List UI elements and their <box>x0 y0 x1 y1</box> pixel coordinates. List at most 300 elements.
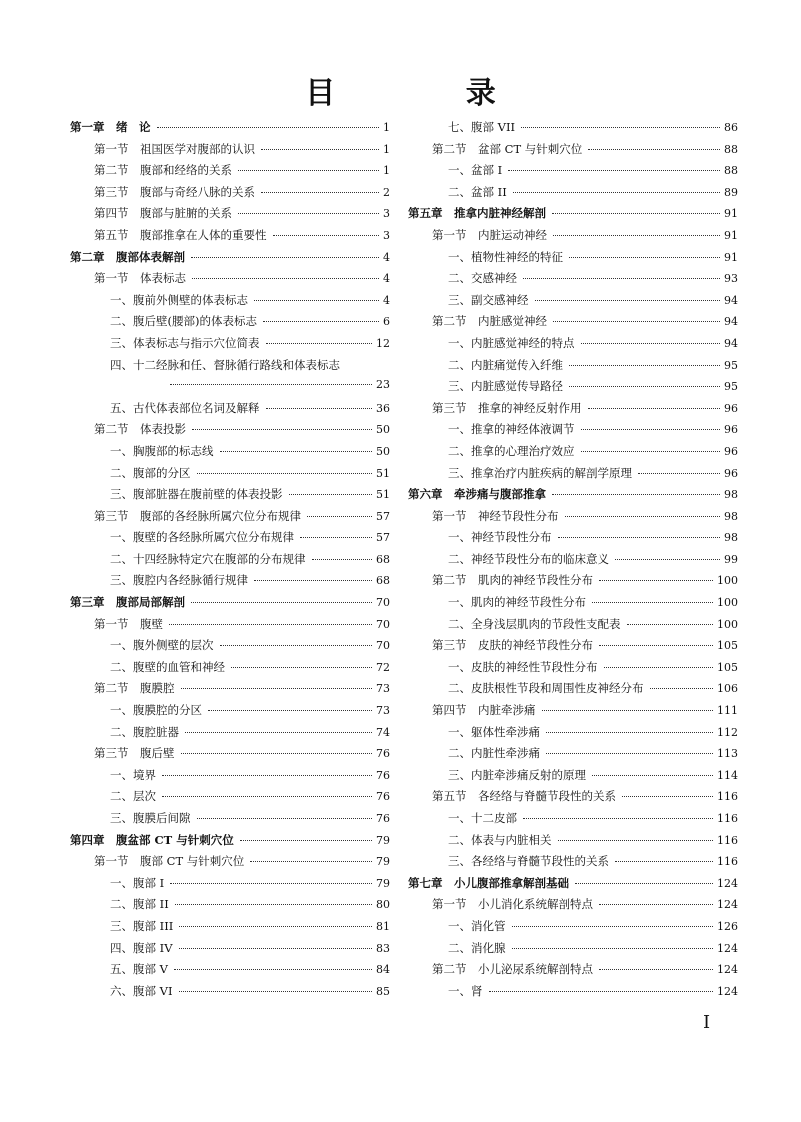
toc-page-number: 70 <box>376 596 390 610</box>
toc-page-number: 91 <box>724 250 738 264</box>
toc-subsection-entry <box>70 767 390 789</box>
toc-chapter-entry <box>70 594 390 616</box>
toc-page-number: 50 <box>376 423 390 437</box>
toc-entry-label: 三、各经络与脊髓节段性的关系 <box>448 854 609 869</box>
dot-leader <box>162 796 372 797</box>
dot-leader <box>169 624 372 625</box>
dot-leader <box>599 645 713 646</box>
toc-page-number: 96 <box>724 401 738 415</box>
toc-subsection-entry <box>408 767 738 789</box>
toc-page-number: 79 <box>376 855 390 869</box>
toc-page-number: 3 <box>383 228 390 242</box>
toc-entry-label: 第二节 盆部 CT 与针刺穴位 <box>432 141 583 156</box>
toc-page-number: 4 <box>383 250 390 264</box>
toc-entry-label: 一、腹膜腔的分区 <box>110 703 202 718</box>
dot-leader <box>179 926 372 927</box>
toc-section-entry <box>70 680 390 702</box>
toc-entry-label: 第三章 腹部局部解剖 <box>70 595 185 610</box>
toc-entry-label: 第四节 腹部与脏腑的关系 <box>94 206 232 221</box>
dot-leader <box>254 580 372 581</box>
dot-leader <box>558 840 714 841</box>
toc-page-number: 105 <box>717 639 738 653</box>
toc-page-number: 76 <box>376 790 390 804</box>
toc-subsection-entry <box>70 335 390 357</box>
dot-leader <box>569 365 720 366</box>
toc-subsection-entry <box>408 119 738 141</box>
toc-page-number: 116 <box>717 833 738 847</box>
dot-leader <box>238 170 379 171</box>
toc-entry-label: 第一节 内脏运动神经 <box>432 227 547 242</box>
dot-leader <box>581 343 721 344</box>
toc-entry-label: 第七章 小儿腹部推拿解剖基础 <box>408 875 569 890</box>
toc-subsection-entry <box>408 270 738 292</box>
page-folio: I <box>703 1012 711 1033</box>
dot-leader <box>181 753 373 754</box>
toc-subsection-entry <box>408 162 738 184</box>
dot-leader <box>546 732 713 733</box>
dot-leader <box>512 926 714 927</box>
toc-section-entry <box>408 702 738 724</box>
toc-entry-label: 二、消化腺 <box>448 940 506 955</box>
toc-entry-label: 四、十二经脉和任、督脉循行路线和体表标志 <box>110 357 340 372</box>
dot-leader <box>627 624 714 625</box>
dot-leader <box>240 840 372 841</box>
toc-subsection-entry <box>70 378 390 400</box>
toc-entry-label: 七、腹部 VII <box>448 120 516 134</box>
toc-page-number: 81 <box>376 919 390 933</box>
toc-entry-label: 第二节 体表投影 <box>94 422 186 437</box>
dot-leader <box>170 883 372 884</box>
toc-page-number: 98 <box>724 531 738 545</box>
dot-leader <box>565 516 721 517</box>
toc-page-number: 76 <box>376 812 390 825</box>
toc-subsection-entry <box>408 551 738 573</box>
toc-entry-label: 第三节 皮肤的神经节段性分布 <box>432 638 593 653</box>
toc-page-number: 73 <box>376 704 390 718</box>
dot-leader <box>523 818 713 819</box>
toc-subsection-entry <box>408 443 738 465</box>
toc-subsection-entry <box>70 529 390 551</box>
dot-leader <box>512 948 714 949</box>
toc-entry-label: 一、躯体性牵涉痛 <box>448 724 540 739</box>
dot-leader <box>599 904 713 905</box>
toc-page-number: 100 <box>717 574 738 588</box>
toc-subsection-entry <box>408 357 738 379</box>
toc-entry-label: 第三节 腹部的各经脉所属穴位分布规律 <box>94 508 301 523</box>
toc-column-left <box>70 119 390 1004</box>
toc-page-number: 124 <box>717 963 738 977</box>
toc-subsection-entry <box>408 594 738 616</box>
toc-entry-label: 第四节 内脏牵涉痛 <box>432 703 536 718</box>
toc-page-number: 57 <box>376 509 390 523</box>
toc-subsection-entry <box>70 486 390 508</box>
toc-entry-label: 一、神经节段性分布 <box>448 530 552 545</box>
toc-page-number: 51 <box>376 466 390 480</box>
toc-entry-label: 三、腹部 III <box>110 918 174 933</box>
dot-leader <box>553 235 720 236</box>
toc-page-number: 51 <box>376 488 390 502</box>
toc-entry-label: 第四章 腹盆部 CT 与针刺穴位 <box>70 832 234 847</box>
toc-subsection-entry <box>70 702 390 724</box>
toc-entry-label: 二、腹腔脏器 <box>110 724 179 739</box>
toc-entry-label: 二、腹部的分区 <box>110 465 191 480</box>
dot-leader <box>289 494 373 495</box>
dot-leader <box>546 753 713 754</box>
toc-page-number: 93 <box>724 272 738 286</box>
toc-entry-label: 一、腹部 I <box>110 875 165 890</box>
toc-page-number: 88 <box>724 142 738 156</box>
toc-section-entry <box>70 184 390 206</box>
toc-page-number: 1 <box>383 164 390 178</box>
toc-page-number: 112 <box>717 725 738 739</box>
toc-entry-label: 二、腹后壁(腰部)的体表标志 <box>110 314 257 329</box>
toc-page-number: 85 <box>376 984 390 998</box>
toc-page-number: 105 <box>717 660 738 674</box>
toc-entry-label: 二、神经节段性分布的临床意义 <box>448 551 609 566</box>
toc-page-number: 68 <box>376 574 390 588</box>
toc-subsection-entry <box>408 421 738 443</box>
dot-leader <box>558 537 721 538</box>
toc-subsection-entry <box>70 961 390 983</box>
toc-subsection-entry <box>70 896 390 918</box>
toc-section-entry <box>408 788 738 810</box>
dot-leader <box>604 667 714 668</box>
toc-entry-label: 第五章 推拿内脏神经解剖 <box>408 206 546 221</box>
toc-column-right <box>408 119 738 1004</box>
toc-entry-label: 一、腹壁的各经脉所属穴位分布规律 <box>110 530 294 545</box>
dot-leader <box>569 257 720 258</box>
toc-section-entry <box>70 421 390 443</box>
toc-page-number: 80 <box>376 898 390 912</box>
toc-page-number: 98 <box>724 488 738 502</box>
toc-subsection-entry <box>408 465 738 487</box>
toc-subsection-entry <box>70 918 390 940</box>
toc-entry-label: 三、体表标志与指示穴位简表 <box>110 335 260 350</box>
dot-leader <box>273 235 380 236</box>
toc-page-number: 72 <box>376 660 390 674</box>
toc-section-entry <box>408 572 738 594</box>
dot-leader <box>208 710 372 711</box>
toc-subsection-entry <box>408 616 738 638</box>
toc-page-number: 91 <box>724 228 738 242</box>
toc-entry-label: 六、腹部 VI <box>110 983 173 998</box>
toc-section-entry <box>408 896 738 918</box>
toc-page-number: 84 <box>376 963 390 977</box>
toc-subsection-entry <box>70 357 390 379</box>
toc-page-number: 57 <box>376 531 390 545</box>
toc-page-number: 100 <box>717 596 738 610</box>
dot-leader <box>197 473 373 474</box>
toc-section-entry <box>408 313 738 335</box>
dot-leader <box>523 278 720 279</box>
dot-leader <box>300 537 372 538</box>
toc-page-number: 98 <box>724 509 738 523</box>
toc-entry-label: 一、推拿的神经体液调节 <box>448 422 575 437</box>
toc-page-number: 124 <box>717 984 738 998</box>
toc-subsection-entry <box>70 313 390 335</box>
toc-section-entry <box>70 270 390 292</box>
dot-leader <box>489 991 714 992</box>
dot-leader <box>157 127 380 128</box>
toc-section-entry <box>70 745 390 767</box>
toc-entry-label: 五、腹部 V <box>110 962 168 977</box>
toc-subsection-entry <box>70 572 390 594</box>
toc-entry-label: 三、副交感神经 <box>448 292 529 307</box>
dot-leader <box>312 559 373 560</box>
dot-leader <box>231 667 372 668</box>
dot-leader <box>220 645 373 646</box>
toc-page-number: 96 <box>724 423 738 437</box>
toc-page-number: 4 <box>383 293 390 307</box>
dot-leader <box>542 710 714 711</box>
toc-page-number: 116 <box>717 855 738 869</box>
toc-page-number: 36 <box>376 401 390 415</box>
toc-chapter-entry <box>408 486 738 508</box>
toc-subsection-entry <box>70 637 390 659</box>
toc-entry-label: 三、内脏牵涉痛反射的原理 <box>448 767 586 782</box>
toc-section-entry <box>70 227 390 249</box>
dot-leader <box>162 775 372 776</box>
toc-page-number: 83 <box>376 941 390 955</box>
toc-entry-label: 第一节 祖国医学对腹部的认识 <box>94 141 255 156</box>
toc-section-entry <box>70 162 390 184</box>
toc-page-number: 114 <box>717 768 738 782</box>
toc-page-number: 3 <box>383 207 390 221</box>
toc-entry-label: 一、盆部 I <box>448 163 503 178</box>
toc-page-number: 76 <box>376 747 390 761</box>
toc-entry-label: 第三节 腹后壁 <box>94 746 175 761</box>
toc-page-number: 74 <box>376 725 390 739</box>
toc-section-entry <box>408 400 738 422</box>
toc-entry-label: 第二章 腹部体表解剖 <box>70 249 185 264</box>
dot-leader <box>592 602 713 603</box>
toc-entry-label: 一、内脏感觉神经的特点 <box>448 335 575 350</box>
toc-section-entry <box>70 616 390 638</box>
toc-entry-label: 二、盆部 II <box>448 184 507 199</box>
toc-section-entry <box>408 508 738 530</box>
dot-leader <box>266 343 373 344</box>
toc-subsection-entry <box>408 292 738 314</box>
toc-entry-label: 二、层次 <box>110 789 156 804</box>
toc-subsection-entry <box>70 810 390 832</box>
dot-leader <box>552 494 720 495</box>
dot-leader <box>175 904 372 905</box>
toc-subsection-entry <box>408 529 738 551</box>
toc-entry-label: 五、古代体表部位名词及解释 <box>110 400 260 415</box>
toc-page-number: 91 <box>724 207 738 221</box>
toc-page-number: 113 <box>717 747 738 761</box>
toc-entry-label: 一、腹前外侧壁的体表标志 <box>110 292 248 307</box>
toc-entry-label: 第二节 肌肉的神经节段性分布 <box>432 573 593 588</box>
toc-subsection-entry <box>408 680 738 702</box>
toc-entry-label: 二、十四经脉特定穴在腹部的分布规律 <box>110 551 306 566</box>
toc-entry-label: 二、推拿的心理治疗效应 <box>448 443 575 458</box>
dot-leader <box>220 451 373 452</box>
toc-subsection-entry <box>70 443 390 465</box>
dot-leader <box>266 408 373 409</box>
toc-chapter-entry <box>408 875 738 897</box>
toc-entry-label: 第三节 腹部与奇经八脉的关系 <box>94 184 255 199</box>
toc-subsection-entry <box>70 788 390 810</box>
toc-page-number: 12 <box>376 336 390 350</box>
dot-leader <box>588 408 721 409</box>
toc-page-number: 88 <box>724 164 738 178</box>
toc-entry-label: 第一节 腹壁 <box>94 616 163 631</box>
dot-leader <box>588 149 720 150</box>
dot-leader <box>191 257 379 258</box>
toc-entry-label: 二、体表与内脏相关 <box>448 832 552 847</box>
toc-entry-label: 二、腹壁的血管和神经 <box>110 659 225 674</box>
dot-leader <box>263 321 379 322</box>
toc-entry-label: 第二节 腹部和经络的关系 <box>94 163 232 178</box>
toc-entry-label: 三、内脏感觉传导路径 <box>448 379 563 394</box>
toc-entry-label: 第一节 神经节段性分布 <box>432 508 559 523</box>
toc-entry-label: 第一章 绪 论 <box>70 120 151 134</box>
dot-leader <box>261 192 379 193</box>
dot-leader <box>185 732 372 733</box>
toc-page-number: 4 <box>383 272 390 286</box>
toc-page-number: 96 <box>724 444 738 458</box>
toc-subsection-entry <box>408 853 738 875</box>
toc-page-number: 116 <box>717 812 738 825</box>
dot-leader <box>650 688 714 689</box>
toc-section-entry <box>70 508 390 530</box>
toc-page-number: 79 <box>376 833 390 847</box>
toc-page-number: 96 <box>724 466 738 480</box>
dot-leader <box>181 688 373 689</box>
dot-leader <box>192 278 379 279</box>
toc-subsection-entry <box>408 745 738 767</box>
dot-leader <box>535 300 721 301</box>
toc-subsection-entry <box>70 875 390 897</box>
toc-subsection-entry <box>408 810 738 832</box>
toc-entry-label: 一、植物性神经的特征 <box>448 249 563 264</box>
toc-entry-label: 第五节 腹部推拿在人体的重要性 <box>94 227 267 242</box>
toc-section-entry <box>408 637 738 659</box>
dot-leader <box>250 861 372 862</box>
toc-entry-label: 一、十二皮部 <box>448 811 517 825</box>
dot-leader <box>238 213 379 214</box>
toc-entry-label: 第二节 腹膜腔 <box>94 681 175 696</box>
toc-section-entry <box>408 227 738 249</box>
toc-entry-label: 二、皮肤根性节段和周围性皮神经分布 <box>448 681 644 696</box>
toc-entry-label: 二、腹部 II <box>110 897 169 912</box>
toc-entry-label: 一、消化管 <box>448 918 506 933</box>
dot-leader <box>552 213 720 214</box>
dot-leader <box>615 559 720 560</box>
dot-leader <box>592 775 713 776</box>
toc-entry-label: 第一节 腹部 CT 与针刺穴位 <box>94 854 245 869</box>
toc-page-number: 100 <box>717 617 738 631</box>
toc-subsection-entry <box>408 940 738 962</box>
dot-leader <box>254 300 379 301</box>
toc-chapter-entry <box>70 249 390 271</box>
toc-subsection-entry <box>408 378 738 400</box>
toc-subsection-entry <box>408 659 738 681</box>
toc-subsection-entry <box>70 400 390 422</box>
toc-page-number: 70 <box>376 639 390 653</box>
toc-entry-label: 三、腹腔内各经脉循行规律 <box>110 573 248 588</box>
dot-leader <box>615 861 713 862</box>
toc-entry-label: 一、肾 <box>448 983 483 998</box>
dot-leader <box>581 451 721 452</box>
toc-section-entry <box>408 141 738 163</box>
toc-entry-label: 一、腹外侧壁的层次 <box>110 638 214 653</box>
dot-leader <box>553 321 720 322</box>
toc-entry-label: 二、内脏性牵涉痛 <box>448 746 540 761</box>
dot-leader <box>192 429 372 430</box>
dot-leader <box>638 473 720 474</box>
toc-page-number: 50 <box>376 444 390 458</box>
dot-leader <box>191 602 372 603</box>
toc-page-number: 23 <box>376 378 390 392</box>
toc-page-number: 124 <box>717 898 738 912</box>
toc-page-number: 94 <box>724 315 738 329</box>
toc-entry-label: 三、腹部脏器在腹前壁的体表投影 <box>110 487 283 502</box>
toc-entry-label: 第六章 牵涉痛与腹部推拿 <box>408 487 546 502</box>
toc-entry-label: 二、交感神经 <box>448 271 517 286</box>
dot-leader <box>508 170 720 171</box>
dot-leader <box>575 883 713 884</box>
toc-subsection-entry <box>70 940 390 962</box>
toc-page-number: 94 <box>724 293 738 307</box>
toc-page-number: 70 <box>376 617 390 631</box>
toc-entry-label: 一、境界 <box>110 767 156 782</box>
toc-entry-label: 三、推拿治疗内脏疾病的解剖学原理 <box>448 465 632 480</box>
toc-page-number: 116 <box>717 790 738 804</box>
toc-subsection-entry <box>70 292 390 314</box>
toc-section-entry <box>408 961 738 983</box>
dot-leader <box>599 580 713 581</box>
toc-entry-label: 二、内脏痛觉传入纤维 <box>448 357 563 372</box>
toc-entry-label: 第三节 推拿的神经反射作用 <box>432 400 582 415</box>
dot-leader <box>174 969 372 970</box>
toc-entry-label: 三、腹膜后间隙 <box>110 811 191 825</box>
toc-entry-label: 第一节 小儿消化系统解剖特点 <box>432 897 593 912</box>
toc-entry-label: 一、肌肉的神经节段性分布 <box>448 595 586 610</box>
toc-subsection-entry <box>408 724 738 746</box>
toc-page-number: 68 <box>376 552 390 566</box>
toc-entry-label: 一、胸腹部的标志线 <box>110 443 214 458</box>
toc-entry-label: 第五节 各经络与脊髓节段性的关系 <box>432 789 616 804</box>
toc-section-entry <box>70 205 390 227</box>
dot-leader <box>569 386 720 387</box>
dot-leader <box>599 969 713 970</box>
toc-entry-label: 一、皮肤的神经性节段性分布 <box>448 659 598 674</box>
dot-leader <box>261 149 379 150</box>
toc-page-number: 99 <box>724 552 738 566</box>
toc-entry-label: 四、腹部 IV <box>110 940 173 955</box>
toc-subsection-entry <box>70 724 390 746</box>
toc-subsection-entry <box>408 184 738 206</box>
dot-leader <box>307 516 372 517</box>
toc-page-number: 89 <box>724 185 738 199</box>
toc-page-number: 86 <box>724 121 738 134</box>
toc-page-number: 1 <box>383 121 390 134</box>
toc-page-number: 106 <box>717 682 738 696</box>
toc-page-number: 95 <box>724 358 738 372</box>
toc-page-number: 124 <box>717 941 738 955</box>
toc-subsection-entry <box>408 983 738 1005</box>
dot-leader <box>513 192 720 193</box>
dot-leader <box>197 818 373 819</box>
dot-leader <box>179 948 372 949</box>
toc-page-number: 2 <box>383 185 390 199</box>
toc-page-number: 6 <box>383 315 390 329</box>
toc-page-number: 79 <box>376 876 390 890</box>
toc-section-entry <box>70 853 390 875</box>
toc-page-number: 73 <box>376 682 390 696</box>
